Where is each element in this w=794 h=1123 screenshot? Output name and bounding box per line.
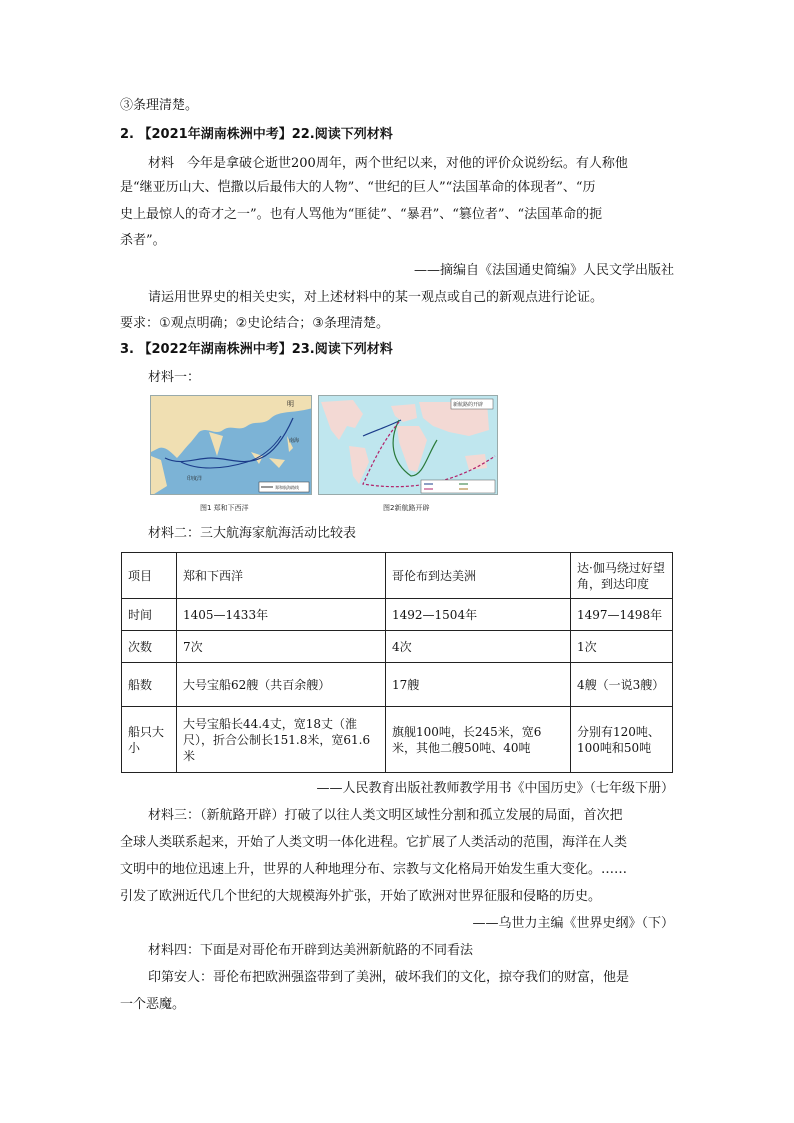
requirement-text: 要求：①观点明确；②史论结合；③条理清楚。 xyxy=(120,316,389,331)
text-line: ③条理清楚。 xyxy=(120,98,199,113)
source-citation: ——摘编自《法国通史简编》人民文学出版社 xyxy=(413,263,674,278)
task-text: 请运用世界史的相关史实，对上述材料中的某一观点或自己的新观点进行论证。 xyxy=(148,290,604,305)
table-cell: 分别有120吨、100吨和50吨 xyxy=(571,707,673,773)
table-cell: 哥伦布到达美洲 xyxy=(386,553,571,599)
table-row xyxy=(122,631,673,663)
table-cell: 4艘（一说3艘） xyxy=(571,663,673,707)
question-3-title: 3. 【2022年湖南株洲中考】23.阅读下列材料 xyxy=(120,342,393,357)
text-line: 印第安人：哥伦布把欧洲强盗带到了美洲，破坏我们的文化，掠夺我们的财富，他是 xyxy=(148,970,630,985)
table-cell: 船只大小 xyxy=(122,707,177,773)
table-cell: 1492—1504年 xyxy=(386,599,571,631)
map-label-ming: 明 xyxy=(287,400,294,408)
text-line: 材料三：（新航路开辟）打破了以往人类文明区域性分割和孤立发展的局面，首次把 xyxy=(148,808,623,823)
zheng-he-map xyxy=(150,395,312,495)
table-cell: 7次 xyxy=(177,631,386,663)
voyage-comparison-table xyxy=(121,552,673,773)
table-cell: 旗舰100吨，长245米，宽6米，其他二艘50吨、40吨 xyxy=(386,707,571,773)
table-cell: 大号宝船62艘（共百余艘） xyxy=(177,663,386,707)
text-line: 材料 今年是拿破仑逝世200周年，两个世纪以来，对他的评价众说纷纭。有人称他 xyxy=(148,156,628,171)
text-line: 史上最惊人的奇才之一”。也有人骂他为“匪徒”、“暴君”、“篡位者”、“法国革命的扼 xyxy=(120,207,603,222)
new-routes-map xyxy=(318,395,498,495)
material-4-label: 材料四：下面是对哥伦布开辟到达美洲新航路的不同看法 xyxy=(148,943,474,958)
text-line: 文明中的地位迅速上升，世界的人种地理分布、宗教与文化格局开始发生重大变化。…… xyxy=(120,862,628,877)
figure-2-caption: 图2新航路开辟 xyxy=(383,504,430,512)
source-citation: ——乌世力主编《世界史纲》（下） xyxy=(472,916,674,931)
table-row xyxy=(122,663,673,707)
table-cell: 4次 xyxy=(386,631,571,663)
text-line: 全球人类联系起来，开始了人类文明一体化进程。它扩展了人类活动的范围，海洋在人类 xyxy=(120,835,628,850)
material-1-label: 材料一： xyxy=(148,370,201,385)
text-line: 是“继亚历山大、恺撒以后最伟大的人物”、“世纪的巨人”“法国革命的体现者”、“历 xyxy=(120,180,596,195)
table-row xyxy=(122,553,673,599)
table-row xyxy=(122,599,673,631)
table-cell: 大号宝船长44.4丈，宽18丈（淮尺），折合公制长151.8米，宽61.6米 xyxy=(177,707,386,773)
map-label-nanhai: 南海 xyxy=(289,438,300,444)
table-cell: 1405—1433年 xyxy=(177,599,386,631)
figure-1-caption: 图1 郑和下西洋 xyxy=(200,504,249,512)
map-title: 新航路的开辟 xyxy=(453,402,484,408)
table-cell: 郑和下西洋 xyxy=(177,553,386,599)
map-legend-text: 郑和航海路线 xyxy=(275,485,299,490)
text-line: 一个恶魔。 xyxy=(120,997,186,1012)
table-cell: 项目 xyxy=(122,553,177,599)
map-legend-box xyxy=(421,480,495,493)
material-2-label: 材料二：三大航海家航海活动比较表 xyxy=(148,526,357,541)
table-cell: 达·伽马绕过好望角，到达印度 xyxy=(571,553,673,599)
zheng-he-map-graphic xyxy=(151,396,312,495)
new-routes-map-graphic xyxy=(319,396,498,495)
table-cell: 次数 xyxy=(122,631,177,663)
table-cell: 1497—1498年 xyxy=(571,599,673,631)
table-cell: 1次 xyxy=(571,631,673,663)
source-citation: ——人民教育出版社教师教学用书《中国历史》（七年级下册） xyxy=(316,781,674,796)
map-label-ocean: 印度洋 xyxy=(187,476,203,482)
table-cell: 时间 xyxy=(122,599,177,631)
text-line: 引发了欧洲近代几个世纪的大规模海外扩张，开始了欧洲对世界征服和侵略的历史。 xyxy=(120,889,602,904)
table-cell: 17艘 xyxy=(386,663,571,707)
table-cell: 船数 xyxy=(122,663,177,707)
text-line: 杀者”。 xyxy=(120,233,166,248)
question-2-title: 2. 【2021年湖南株洲中考】22.阅读下列材料 xyxy=(120,127,393,142)
table-row xyxy=(122,707,673,773)
